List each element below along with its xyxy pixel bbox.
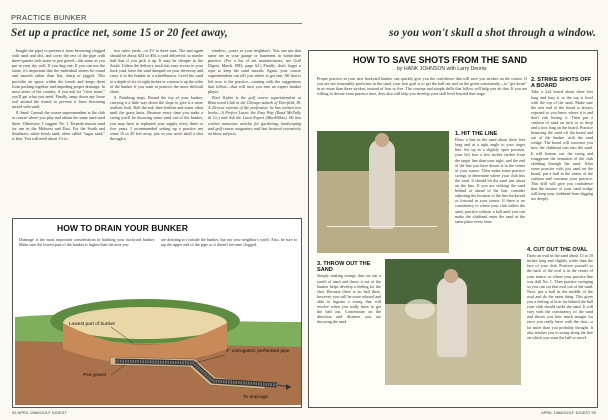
headline-left: Set up a practice net, some 15 or 20 feet away, (11, 27, 228, 39)
drain-box-title: HOW TO DRAIN YOUR BUNKER (57, 223, 188, 233)
article-column-3 (208, 48, 301, 218)
step-heading: 3. THROW OUT THE SAND (317, 261, 371, 274)
drain-illustration (15, 257, 301, 405)
article-text: two cubic yards—or 2½ to three tons. The unit again should be about $24 to $54 a yard delivered, so maybe half that if you pick it up. It may be cheaper in the South. Unless the delivery truck has easy access to your back yard, have the sand dumped on your driveway and carry it to the bunker in a wheelbarrow. Level the sand to a depth of six to eight inches or contour it up the sides of the bunker if you want to practice the more difficult shots. (110, 48, 203, 94)
photo-throw-sand (385, 259, 521, 385)
sand-intro: Proper practice in your new backyard bunker can quickly give you the confidence that will save you strokes on the course. If you are not reasonably proficient in the sand, your first goal is to get the ball out and on the green consistently—to "get down" in no more than three strokes, instead of four or five. The concept and simple drills that follow will help you do that. If you are willing to devote extra practice time, they also will help you develop your skill level beyond that stage. (317, 76, 527, 97)
drain-text-a: Drainage is the most important consideration in building your backyard bunker. Make sure the lowest part of the bunker is higher than the area you (19, 237, 155, 248)
article-text: bought the pipe) to prevent it from becoming clogged with sand and dirt, and cover the rest of the pipe with three-quarter inch stone or pea gravel—the same as you put in your dry well. If you dug one. If you can use the stone, it's important that the individual stones be round and smooth rather than flat, sharp or jagged. This provides air space within the trench and keeps them from packing together and impeding proper drainage. In most areas of the country, if you ask for "river stone," you'll get what you need. Finally, tamp down any loose soil around the trench to prevent it from becoming mixed with sand. (12, 48, 105, 110)
label-lowest-part: Lowest part of bunker (69, 322, 116, 327)
article-column-2 (110, 48, 203, 218)
step-2-block (531, 77, 593, 217)
step-heading: 2. STRIKE SHOTS OFF A BOARD (531, 77, 592, 90)
sand-box-title: HOW TO SAVE SHOTS FROM THE SAND (353, 55, 528, 65)
step-1-block (455, 131, 525, 233)
drain-diagram-box (12, 218, 302, 408)
step-heading: 4. CUT OUT THE OVAL (527, 247, 588, 253)
label-to-drainage: To drainage (243, 395, 269, 400)
sand-shots-box (308, 50, 598, 408)
article-text: window—yours or your neighbor's. You can use that same net in your garage or basement in wintertime practice. (For a list of net manufacturers, see Golf Digest, March 1983, page 62.) Finally, don't forget a rope to keep the sand smooth. Again, your course superintendent can tell you where to get one. All that is left now is the practice—starting with the suggestions that follow—that will turn you into an expert bunker player. (208, 48, 301, 94)
article-column-1 (12, 48, 105, 218)
photo-line-drill (317, 131, 449, 253)
step-3-block (317, 261, 381, 393)
article-text: 8. Sand. Consult the course superintendent at the club or course where you play and obtain the same sand used there. Otherwise, I suggest No. 1 Torpedo mason sand for use in the Midwest and East. For the South and Southeast, white beach sand, often called "sugar sand," is best. You will need about 1½ to (12, 110, 105, 141)
footer-right: APRIL 1986/GOLF DIGEST 93 (541, 410, 596, 415)
footer-left: 92 APRIL 1986/GOLF DIGEST (12, 410, 67, 415)
byline: by HANK JOHNSON with Larry Dennis (397, 66, 487, 72)
label-pea-gravel: Pea gravel (83, 373, 106, 378)
step-text: Draw an oval in the sand about 15 to 18 inches long and slightly wider than the face of your club. Position yourself so the back of the oval is in the center of your stance, or where your practice line was drill No. 1. Then practice swinging so you can cut that oval out of the sand. Next, put a ball in the middle of the oval and do the same thing. This gives you a feeling of how far behind the ball your club should strike the sand. It will vary with the consistency of the sand and shows you how much margin for error you really have with the shot—a lot more than you probably thought. It also teaches you to swing along the line on which you want the ball to travel. (527, 253, 593, 340)
label-pipe: 4" corrugated, perforated pipe (226, 349, 290, 354)
step-heading: 1. HIT THE LINE (455, 131, 498, 137)
step-4-block (527, 247, 593, 343)
drain-text-b: are draining to (outside the bunker, but not your neighbor's yard). Also, be sure to tap the upper end of the pipe so it doesn't become clogged. (161, 237, 297, 248)
headline-right: so you won't skull a shot through a window. (389, 27, 596, 39)
step-text: Simply making swings that cut out a swath of sand and throw it out of the bunker helps develop a feeling for the shot. Because there is no ball there, however, you will be more relaxed and able to ingrain a swing that will resolve when you really have to get the ball out. Concentrate on the direction and distance you are throwing the sand. (317, 273, 381, 325)
step-text: Draw a line in the sand about three feet long and at a right angle to your target line. Set up in a slightly open position, your left foot a few inches farther from the target line than your right, and the end of the line you have drawn is in the center of your stance. Then make some practice swings to determine where your club hits the sand. It should hit the sand just about on the line. If you are striking the sand behind or ahead of the line, consider adjusting the location of the line backward or forward in your stance. If there is no consistency to where your club strikes the sand, practice without a ball until you can make the clubhead enter the sand at the same place every time. (455, 137, 525, 224)
article-text: 9. Finishing steps. Round the top of your bunker, carrying it a little way down the slope to give it a more realistic look. Roll the sod, then fertilize and water often until the grass knits. Because every time you make a swing you'll be throwing some sand out of the bunker, you may have to replenish your supply every three or five years. I recommended setting up a practice net some 15 or 20 feet away, just so you won't skull a shot through a (110, 95, 203, 141)
step-text: Take a 2x4 board about three feet long and bury it so the top is level with the top of the sand. Make sure the rear end of the board is always exposed so you know where it is and don't risk hitting it. Then put a cushion of sand an inch or so deep and a foot long on the board. Practice bouncing the sand off the board and out of the bunker with the sand wedge. The board will convince you how the clubhead cuts into the sand. It will bottom out, the swing and exaggerate the sensation of the club skidding through the sand. After some practice with just sand on the board, put a ball in the center of the cushion and continue your practice. This drill will give you confidence that the bounce of your sand wedge will keep your clubhead from digging too deeply. (531, 89, 593, 202)
author-bio: Paul Voykin is the golf course superintendent at Briarwood Club in the Chicago suburb of Deerfield, Ill. A 26-year veteran of the profession, he has written two books—A Perfect Lawn: the Easy Way (Rand McNally & Co.) and Ask the Lawn Expert (MacMillan). He has written numerous articles for gardening, landscaping and golf course magazines and has lectured extensively on those subjects. (208, 95, 301, 136)
section-label: PRACTICE BUNKER (11, 13, 87, 22)
headline (11, 27, 596, 39)
